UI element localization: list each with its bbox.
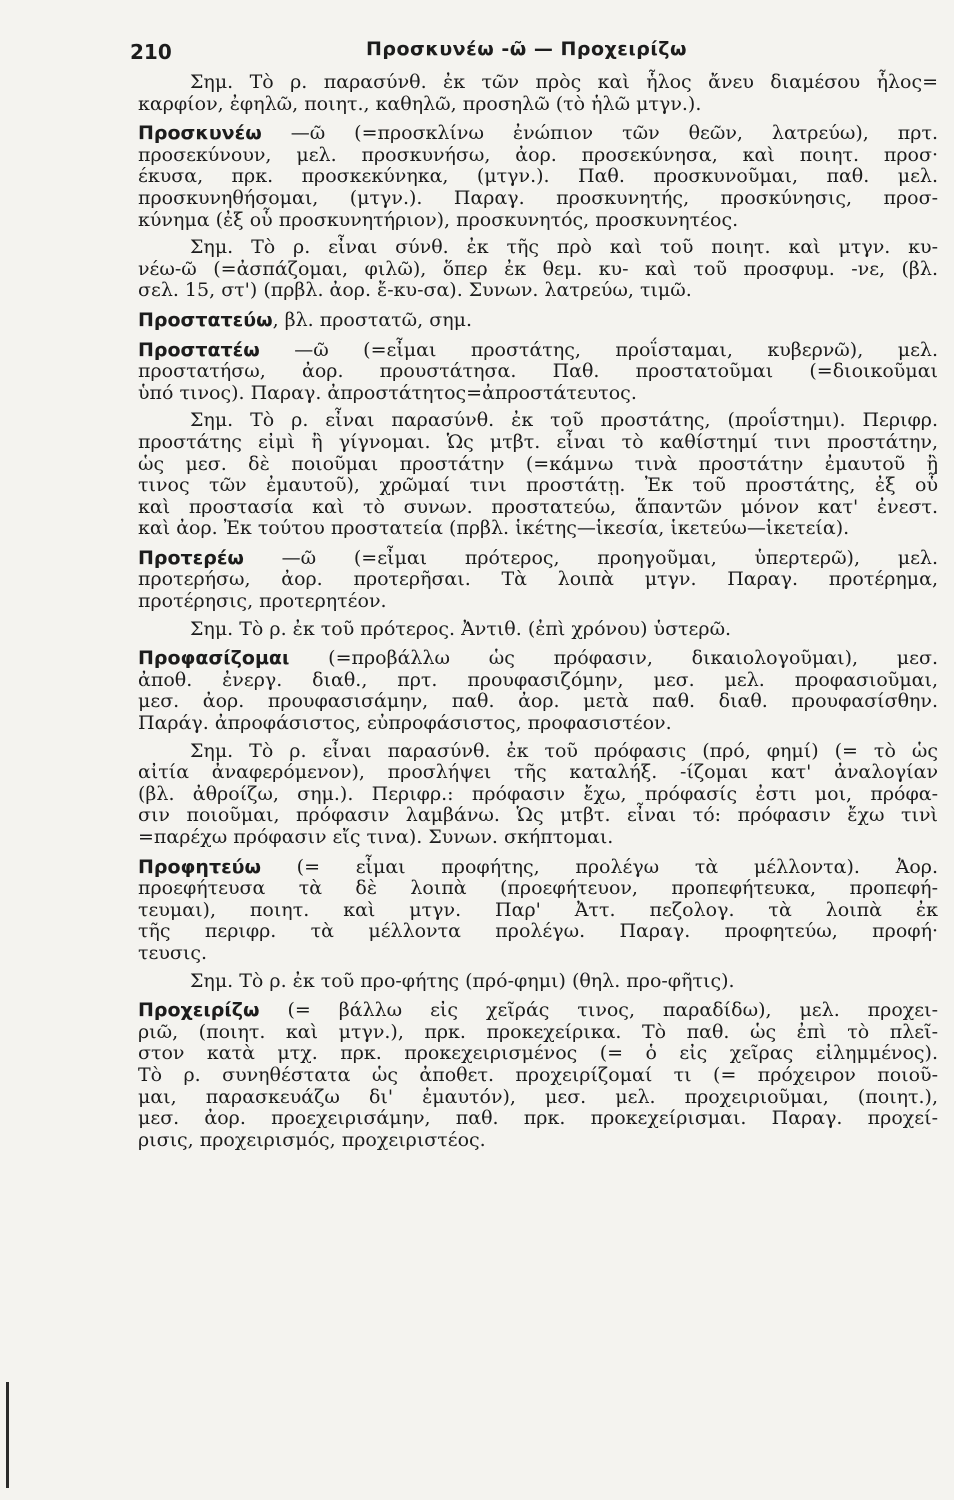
note-line: Σημ. Τὸ ρ. εἶναι παρασύνθ. ἐκ τοῦ πρόφασις (πρό, φημί) (= τὸ ὡς <box>190 739 938 762</box>
running-head: Προσκυνέω -ῶ — Προχειρίζω <box>366 38 687 60</box>
page-number: 210 <box>130 40 172 64</box>
entry-text: , βλ. προστατῶ, σημ. <box>272 308 472 331</box>
entry-line <box>138 123 938 145</box>
entry-text: —ῶ (=εἶμαι πρότερος, προηγοῦμαι, ὑπερτερῶ), μελ. <box>243 546 938 569</box>
headword: Προστατεύω <box>138 308 273 331</box>
entry-text: —ῶ (=εἶμαι προστάτης, προΐσταμαι, κυβερνῶ), μελ. <box>259 338 938 361</box>
note-line: Σημ. Τὸ ρ. ἐκ τοῦ πρότερος. Ἀντιθ. (ἐπὶ χρόνου) ὑστερῶ. <box>190 617 732 640</box>
entry-line: προσκυνηθήσομαι, (μτγν.). Παραγ. προσκυνητής, προσκύνησις, προσ- <box>138 186 938 209</box>
note-line: αἰτία ἀναφερόμενον), προσλήψει τῆς καταλήξ. -ίζομαι κατ' ἀναλογίαν <box>138 761 938 784</box>
etymology-note <box>138 971 938 993</box>
entry-line <box>138 548 938 570</box>
margin-mark <box>6 1382 9 1488</box>
entry-line: προτέρησις, προτερητέον. <box>138 590 387 613</box>
note-line: Σημ. Τὸ ρ. εἶναι παρασύνθ. ἐκ τοῦ προστάτης, (προΐστημι). Περιφρ. <box>190 409 938 432</box>
entry-line: έκυσα, πρκ. προσκεκύνηκα, (μτγν.). Παθ. προσκυνοῦμαι, παθ. μελ. <box>138 165 938 188</box>
entry-line <box>138 857 938 879</box>
entry-line: ἀποθ. ἐνεργ. διαθ., πρτ. προυφασιζόμην, μεσ. μελ. προφασιοῦμαι, <box>138 668 938 691</box>
etymology-note <box>138 619 938 641</box>
dictionary-entry <box>138 340 938 405</box>
headword: Προφασίζομαι <box>138 647 290 670</box>
entry-line <box>138 340 938 362</box>
entry-text: (=προβάλλω ὡς πρόφασιν, δικαιολογοῦμαι), μεσ. <box>289 647 938 670</box>
note-line: Σημ. Τὸ ρ. ἐκ τοῦ προ-φήτης (πρό-φημι) (θηλ. προ-φῆτις). <box>190 969 735 992</box>
entry-line: προεφήτευσα τὰ δὲ λοιπὰ (προεφήτευον, προπεφήτευκα, προπεφή- <box>138 877 938 900</box>
entry-line: προσεκύνουν, μελ. προσκυνήσω, ἀορ. προσεκύνησα, καὶ ποιητ. προσ· <box>138 143 938 166</box>
entry-line: ὑπό τινος). Παραγ. ἀπροστάτητος=ἀπροστάτευτος. <box>138 381 637 404</box>
note-line: τινος τῶν ἐμαυτοῦ), χρῶμαί τινι προστάτῃ. Ἐκ τοῦ προστάτης, ἐξ οὗ <box>138 474 938 497</box>
entry-text: (= βάλλω εἰς χεῖράς τινος, παραδίδω), μελ. προχει- <box>259 999 938 1022</box>
entry-line: τευσις. <box>138 941 208 964</box>
entry-line: κύνημα (ἐξ οὗ προσκυνητήριον), προσκυνητός, προσκυνητέος. <box>138 208 739 231</box>
etymology-note <box>138 741 938 849</box>
headword: Προφητεύω <box>138 855 261 878</box>
note-line: (βλ. ἀθροίζω, σημ.). Περιφρ.: πρόφασιν ἔχω, πρόφασίς ἐστι μοι, πρόφα- <box>138 782 938 805</box>
entry-line <box>138 310 938 332</box>
dictionary-entry <box>138 310 938 332</box>
note-line: Σημ. Τὸ ρ. εἶναι σύνθ. ἐκ τῆς πρὸ καὶ τοῦ ποιητ. καὶ μτγν. κυ- <box>190 236 938 259</box>
entry-line: προστατήσω, ἀορ. προυστάτησα. Παθ. προστατοῦμαι (=διοικοῦμαι <box>138 360 938 383</box>
entry-line: τῆς περιφρ. τὰ μέλλοντα προλέγω. Παραγ. προφητεύω, προφή· <box>138 920 938 943</box>
dictionary-entry <box>138 1000 938 1151</box>
note-line: Σημ. Τὸ ρ. παρασύνθ. ἐκ τῶν πρὸς καὶ ἧλος ἄνευ διαμέσου ἧλος= <box>190 71 938 93</box>
entry-line: προτερήσω, ἀορ. προτερῆσαι. Τὰ λοιπὰ μτγν. Παραγ. προτέρημα, <box>138 568 938 591</box>
entry-line: στον κατὰ μτχ. πρκ. προκεχειρισμένος (= ὁ εἰς χεῖρας εἰλημμένος). <box>138 1042 938 1065</box>
note-line: νέω-ῶ (=ἀσπάζομαι, φιλῶ), ὅπερ ἐκ θεμ. κυ- καὶ τοῦ προσφυμ. -νε, (βλ. <box>138 257 938 280</box>
note-line: ὡς μεσ. δὲ ποιοῦμαι προστάτην (=κάμνω τινὰ προστάτην ἐμαυτοῦ ἢ <box>138 452 938 475</box>
entry-line: ρισις, προχειρισμός, προχειριστέος. <box>138 1128 486 1151</box>
note-line: σελ. 15, στ') (πρβλ. ἀορ. ἔ-κυ-σα). Συνων. λατρεύω, τιμῶ. <box>138 279 692 302</box>
dictionary-entry <box>138 648 938 734</box>
dictionary-entry <box>138 548 938 613</box>
entry-line: Παράγ. ἀπροφάσιστος, εὐπροφάσιστος, προφασιστέον. <box>138 712 672 735</box>
entry-line: μεσ. ἀορ. προεχειρισάμην, παθ. πρκ. προκεχείρισμαι. Παραγ. προχεί- <box>138 1107 938 1130</box>
note-line: σιν ποιοῦμαι, πρόφασιν λαμβάνω. Ὡς μτβτ. εἶναι τό: πρόφασιν ἔχω τινὶ <box>138 804 938 827</box>
note-line: προστάτης εἰμὶ ἢ γίγνομαι. Ὡς μτβτ. εἶναι τὸ καθίστημί τινι προστάτην, <box>138 430 938 453</box>
entry-line: Τὸ ρ. συνηθέστατα ὡς ἀποθετ. προχειρίζομαί τι (= πρόχειρον ποιοῦ- <box>138 1063 938 1086</box>
note-line: καρφίον, ἐφηλῶ, ποιητ., καθηλῶ, προσηλῶ (τὸ ἡλῶ μτγν.). <box>138 92 702 115</box>
entry-line: μεσ. ἀορ. προυφασισάμην, παθ. ἀορ. μετὰ παθ. διαθ. προυφασίσθην. <box>138 690 938 713</box>
note-line: =παρέχω πρόφασιν εἴς τινα). Συνων. σκήπτομαι. <box>138 826 614 848</box>
dictionary-entry <box>138 123 938 231</box>
dictionary-entry <box>138 857 938 965</box>
entry-text: (= εἶμαι προφήτης, προλέγω τὰ μέλλοντα). Ἀορ. <box>261 855 938 878</box>
entry-line: ριῶ, (ποιητ. καὶ μτγν.), πρκ. προκεχείρικα. Τὸ παθ. ὡς ἐπὶ τὸ πλεῖ- <box>138 1020 938 1043</box>
note-line: καὶ προστασία καὶ τὸ συνων. προστατεύω, ἅπαντῶν μόνον κατ' ἐνεστ. <box>138 495 938 518</box>
etymology-note <box>138 72 938 115</box>
dictionary-page <box>130 26 938 1151</box>
entry-line: μαι, παρασκευάζω δι' ἐμαυτόν), μεσ. μελ. προχειριοῦμαι, (ποιητ.), <box>138 1085 938 1108</box>
headword: Προτερέω <box>138 546 244 569</box>
entry-text: —ῶ (=προσκλίνω ἐνώπιον τῶν θεῶν, λατρεύω), πρτ. <box>261 122 938 145</box>
entry-line: τευμαι), ποιητ. καὶ μτγν. Παρ' Ἀττ. πεζολογ. τὰ λοιπὰ ἐκ <box>138 898 938 921</box>
page-header <box>130 26 938 66</box>
page-body <box>138 72 938 1151</box>
headword: Προχειρίζω <box>138 999 260 1022</box>
note-line: καὶ ἀορ. Ἐκ τούτου προστατεία (πρβλ. ἱκέτης—ἱκεσία, ἱκετεύω—ἱκετεία). <box>138 517 850 540</box>
entry-line <box>138 1000 938 1022</box>
entry-line <box>138 648 938 670</box>
etymology-note <box>138 237 938 302</box>
etymology-note <box>138 410 938 540</box>
headword: Προσκυνέω <box>138 122 262 145</box>
headword: Προστατέω <box>138 338 260 361</box>
